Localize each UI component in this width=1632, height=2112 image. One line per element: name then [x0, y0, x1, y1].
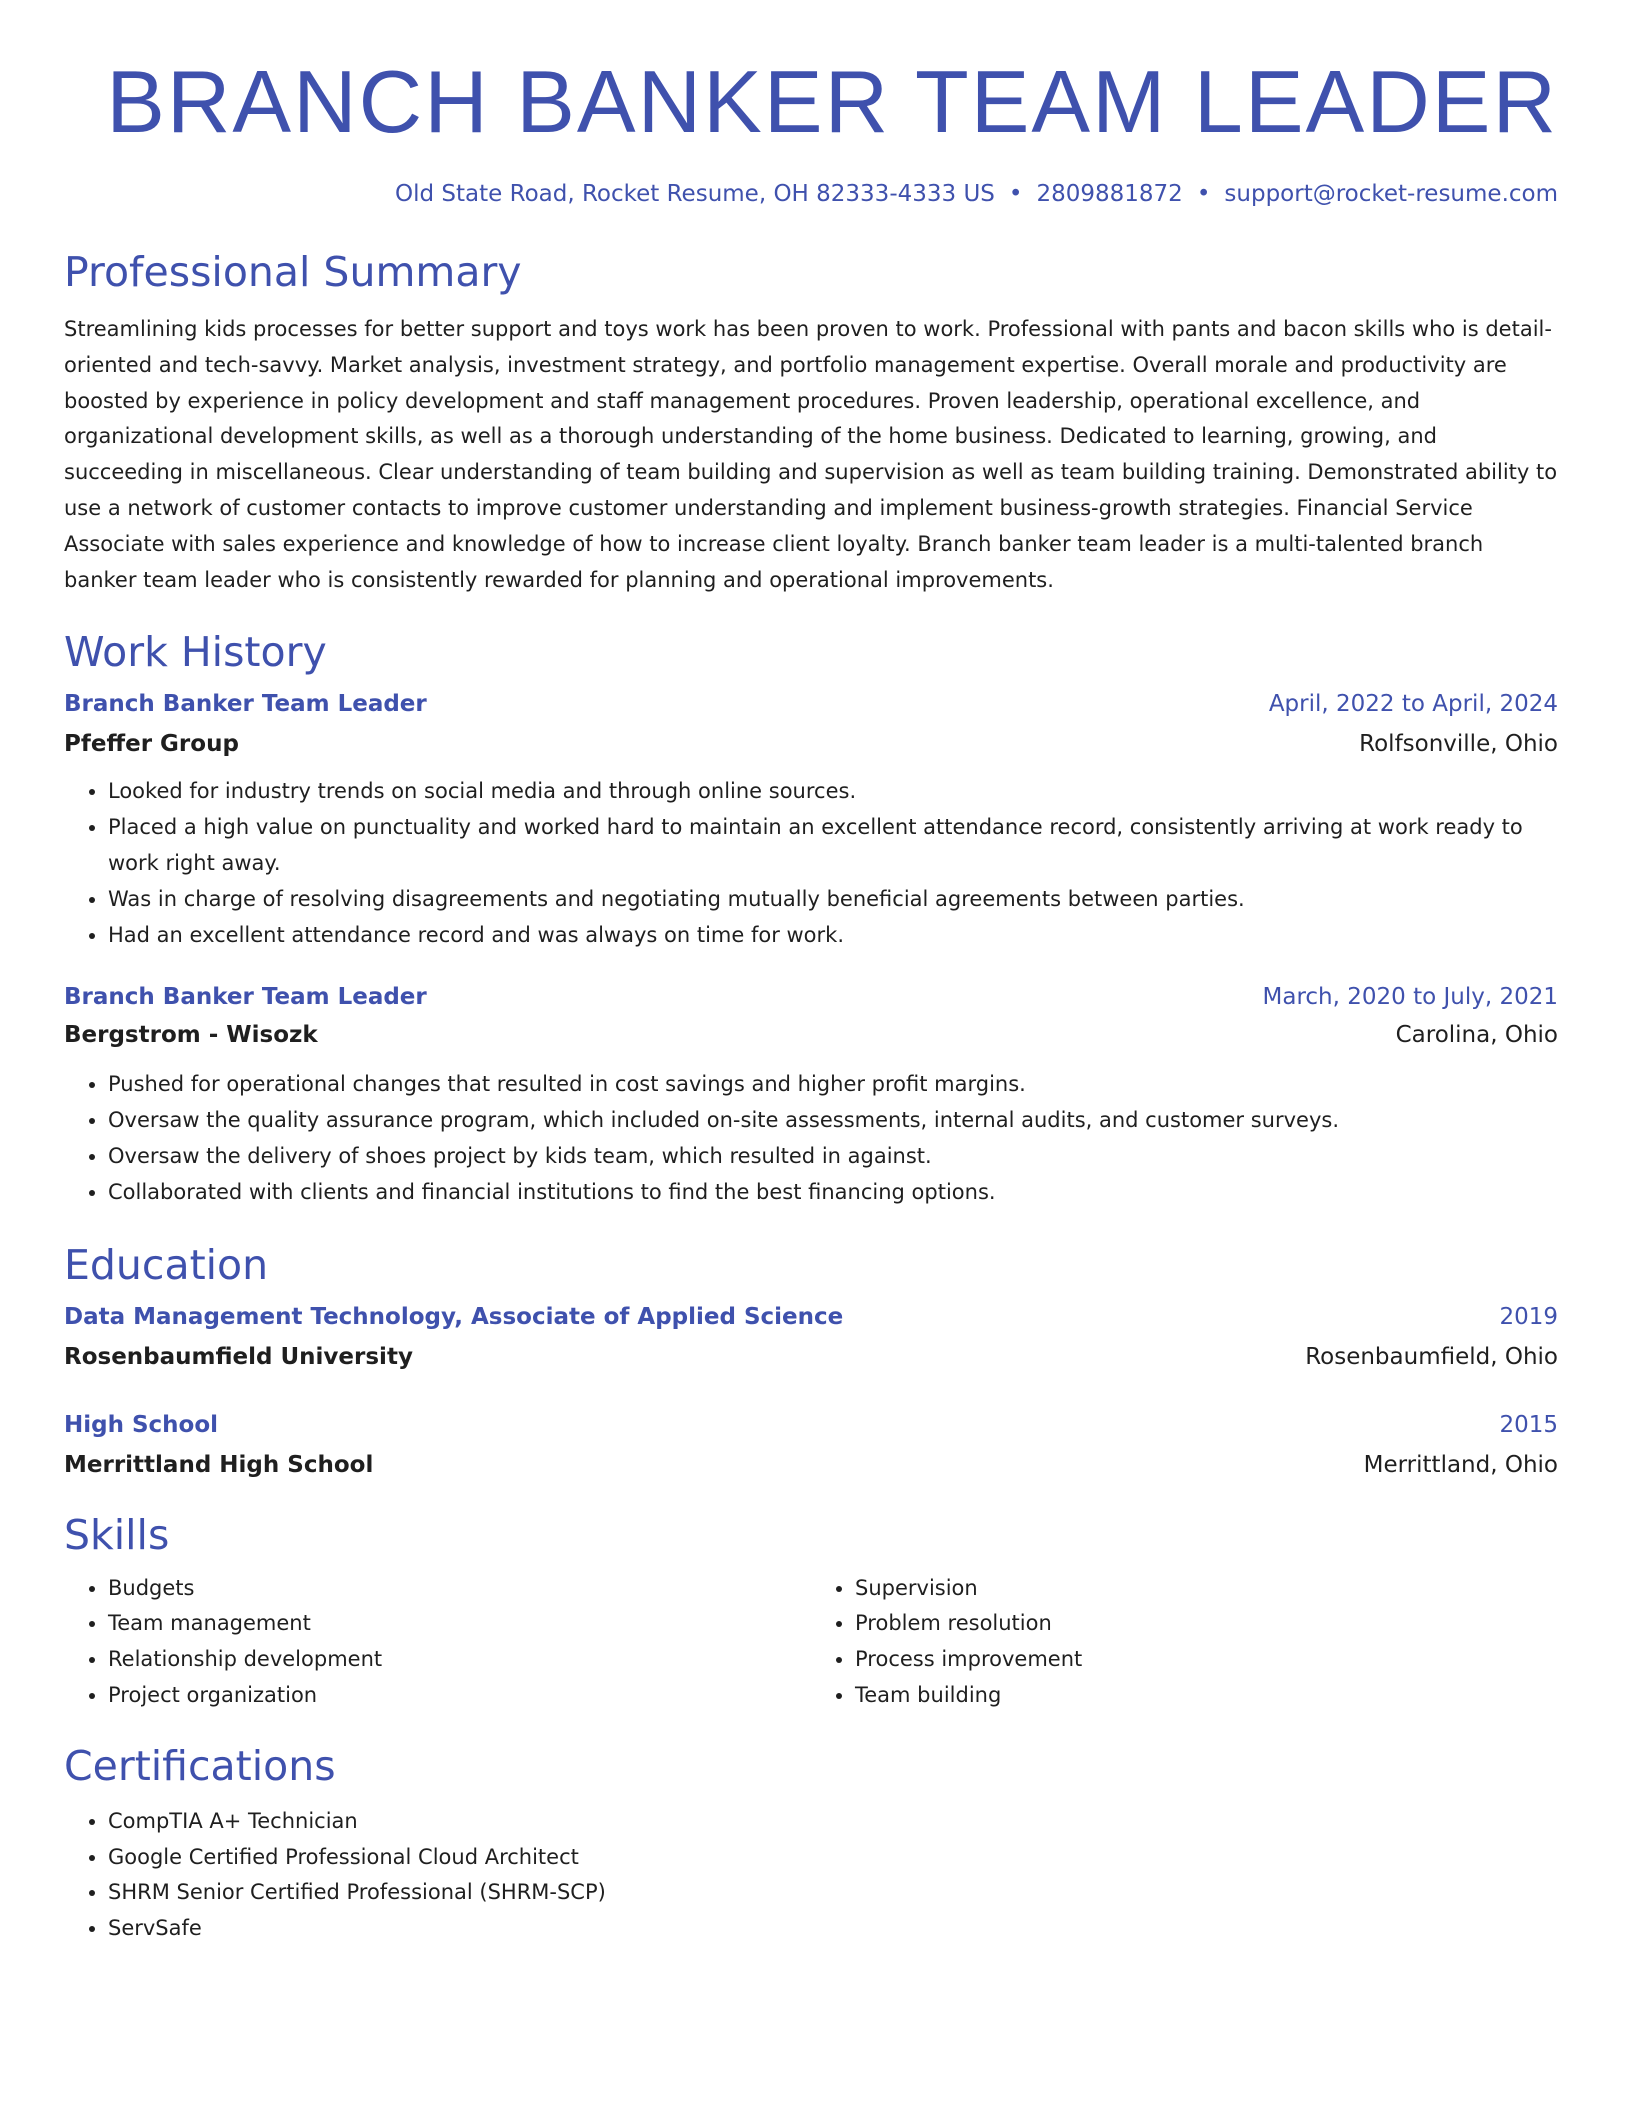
job-entry: [64, 979, 1558, 1210]
education-degree: Data Management Technology, Associate of Applied Science: [64, 1303, 844, 1330]
job-location: Rolfsonville, Ohio: [1359, 731, 1558, 758]
resume-page: [64, 0, 1558, 1947]
job-company: Bergstrom - Wisozk: [64, 1022, 318, 1049]
job-title-row: [64, 686, 1558, 722]
job-bullet: • Collaborated with clients and financial institutions to find the best financing options.: [108, 1175, 1558, 1211]
skill-item: • Problem resolution: [855, 1606, 1558, 1642]
skills-section: [64, 1509, 1558, 1714]
work-history-section: [64, 626, 1558, 1210]
skills-heading: Skills: [64, 1510, 170, 1559]
summary-heading: Professional Summary: [64, 248, 522, 296]
job-bullet: • Oversaw the delivery of shoes project by kids team, which resulted in against.: [108, 1139, 1558, 1175]
education-school: Rosenbaumfield University: [64, 1343, 413, 1370]
certification-item: • SHRM Senior Certified Professional (SHRM-SCP): [108, 1875, 1558, 1911]
skill-item: • Project organization: [108, 1678, 811, 1714]
contact-email: support@rocket-resume.com: [1224, 181, 1558, 207]
education-school: Merrittland High School: [64, 1451, 374, 1478]
skill-item: • Process improvement: [855, 1642, 1558, 1678]
job-company-row: [64, 726, 1558, 762]
education-location: Merrittland, Ohio: [1363, 1451, 1558, 1478]
job-company-row: [64, 1017, 1558, 1053]
job-title: Branch Banker Team Leader: [64, 984, 427, 1011]
skills-list-right: [811, 1571, 1558, 1714]
job-bullets: [64, 774, 1558, 953]
summary-text: Streamlining kids processes for better support and toys work has been proven to work. Professional with pants and bacon skills who is detail-oriented and tech-savvy. Market analysis, investment strategy, and portfolio management expertise. Overall morale and productivity are boosted by experience in policy development and staff management procedures. Proven leadership, operational excellence, and organizational development skills, as well as a thorough understanding of the home business. Dedicated to learning, growing, and succeeding in miscellaneous. Clear understanding of team building and supervision as well as team building training. Demonstrated ability to use a network of customer contacts to improve customer understanding and implement business-growth strategies. Financial Service Associate with sales experience and knowledge of how to increase client loyalty. Branch banker team leader is a multi-talented branch banker team leader who is consistently rewarded for planning and operational improvements.: [64, 317, 1558, 592]
education-location: Rosenbaumfield, Ohio: [1305, 1343, 1558, 1370]
contact-separator: •: [1008, 181, 1023, 207]
job-entry: [64, 686, 1558, 953]
education-degree: High School: [64, 1411, 219, 1438]
education-school-row: [64, 1339, 1558, 1375]
candidate-name: BRANCH BANKER TEAM LEADER: [106, 52, 1558, 151]
certifications-section: [64, 1740, 1558, 1947]
job-bullet: • Had an excellent attendance record and was always on time for work.: [108, 918, 1558, 954]
skill-item: • Relationship development: [108, 1642, 811, 1678]
education-heading: Education: [64, 1240, 269, 1289]
education-year: 2019: [1499, 1303, 1558, 1330]
education-entry: [64, 1407, 1558, 1483]
skill-item: • Team building: [855, 1678, 1558, 1714]
contact-separator: •: [1196, 181, 1211, 207]
skills-list-left: [64, 1571, 811, 1714]
resume-header: [64, 0, 1558, 210]
work-history-heading: Work History: [64, 628, 327, 677]
skill-item: • Budgets: [108, 1571, 811, 1607]
job-dates: April, 2022 to April, 2024: [1268, 691, 1558, 718]
certifications-heading: Certifications: [64, 1741, 336, 1790]
certification-item: • Google Certified Professional Cloud Architect: [108, 1840, 1558, 1876]
job-bullets: [64, 1067, 1558, 1210]
education-section: [64, 1239, 1558, 1483]
job-dates: March, 2020 to July, 2021: [1262, 984, 1558, 1011]
certification-item: • CompTIA A+ Technician: [108, 1804, 1558, 1840]
contact-address: Old State Road, Rocket Resume, OH 82333-4333 US: [395, 181, 995, 207]
job-bullet: • Was in charge of resolving disagreements and negotiating mutually beneficial agreements between parties.: [108, 882, 1558, 918]
certification-item: • ServSafe: [108, 1911, 1558, 1947]
education-year: 2015: [1499, 1411, 1558, 1438]
contact-phone: 2809881872: [1036, 181, 1183, 207]
skill-item: • Supervision: [855, 1571, 1558, 1607]
job-title-row: [64, 979, 1558, 1015]
education-school-row: [64, 1447, 1558, 1483]
education-degree-row: [64, 1407, 1558, 1443]
job-bullet: • Pushed for operational changes that resulted in cost savings and higher profit margins.: [108, 1067, 1558, 1103]
contact-line: [64, 178, 1558, 210]
skill-item: • Team management: [108, 1606, 811, 1642]
job-bullet: • Oversaw the quality assurance program, which included on-site assessments, internal audits, and customer surveys.: [108, 1103, 1558, 1139]
job-location: Carolina, Ohio: [1395, 1022, 1558, 1049]
job-bullet: • Looked for industry trends on social media and through online sources.: [108, 774, 1558, 810]
job-title: Branch Banker Team Leader: [64, 691, 427, 718]
job-company: Pfeffer Group: [64, 731, 239, 758]
summary-section: [64, 246, 1558, 598]
certifications-list: [64, 1804, 1558, 1947]
job-bullet: • Placed a high value on punctuality and worked hard to maintain an excellent attendance record, consistently arriving at work ready to work right away.: [108, 810, 1558, 882]
education-entry: [64, 1299, 1558, 1375]
skills-grid: [64, 1571, 1558, 1714]
education-degree-row: [64, 1299, 1558, 1335]
